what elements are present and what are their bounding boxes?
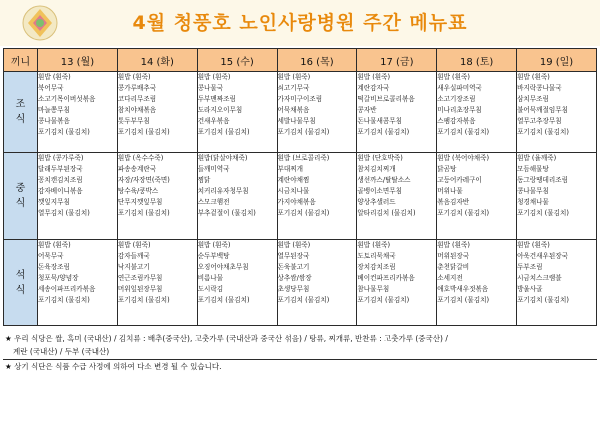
- menu-item: 새우실파미역국: [437, 84, 482, 92]
- note-origin: ★ 우리 식당은 쌀, 흑미 (국내산) / 김치류 : 배추(중국산), 고춧가루 (국내산과 중국산 섞음) / 탕류, 찌개류, 반찬류 : 고춧가루 (중국산) /: [5, 334, 448, 343]
- dinner-13: [38, 240, 118, 326]
- menu-item: 마늘쫑무침: [38, 106, 70, 114]
- menu-item: 흰밥 (흰죽): [117, 241, 151, 249]
- lunch-16: [277, 153, 357, 240]
- menu-item: 열무고추장무침: [517, 117, 562, 125]
- menu-item: 흰밥 (흰죽): [277, 241, 311, 249]
- menu-item: 콩자반: [357, 106, 377, 114]
- menu-item: 들깨미역국: [197, 165, 230, 173]
- day-header-17: 17 (금): [357, 49, 437, 72]
- breakfast-14: [117, 72, 197, 153]
- menu-item: 소세지전: [437, 274, 463, 282]
- day-header-19: 19 (일): [517, 49, 597, 72]
- header-row: [4, 49, 597, 72]
- menu-item: 콩나물국: [197, 84, 224, 92]
- menu-item: 포기김치 (물김치): [437, 296, 490, 304]
- menu-item: 순두부백탕: [197, 252, 230, 260]
- menu-item: 흰밥 (흰죽): [437, 73, 470, 81]
- breakfast-17: [357, 72, 437, 153]
- menu-item: 돈나물새콤무침: [357, 117, 402, 125]
- menu-item: 삼치무조림: [517, 95, 549, 103]
- menu-item: 도토리묵채국: [357, 252, 396, 260]
- dinner-label-char-1: 석: [15, 269, 26, 281]
- lunch-15: [197, 153, 277, 240]
- lunch-14: [117, 153, 197, 240]
- menu-item: 흰밥 (흰죽): [517, 241, 550, 249]
- breakfast-15: [197, 72, 277, 153]
- menu-item: 알타리김치 (물김치): [357, 209, 416, 217]
- menu-item: 머위나물: [437, 187, 463, 195]
- menu-item: 아욱건새우된장국: [517, 252, 569, 260]
- note-change-notice: ★ 상기 식단은 식품 수급 사정에 의하여 다소 변경 될 수 있습니다.: [5, 362, 222, 371]
- menu-item: 흰밥 (북어야채죽): [437, 154, 490, 162]
- dinner-18: [437, 240, 517, 326]
- menu-item: 포기김치 (물김치): [517, 296, 569, 304]
- menu-item: 흰밥 (단호박죽): [357, 154, 403, 162]
- menu-item: 톳두부무침: [117, 117, 150, 125]
- menu-item: 청포묵/양념장: [38, 274, 79, 282]
- menu-item: 동그랑땡데리조림: [517, 176, 569, 184]
- menu-item: 미나리초장무침: [437, 106, 482, 114]
- menu-item: 비름나물: [197, 274, 224, 282]
- menu-item: 건새우볶음: [197, 117, 230, 125]
- menu-item: 단무지깻잎무침: [117, 198, 163, 206]
- menu-item: 포기김치 (물김치): [357, 128, 410, 136]
- menu-item: 모듬해물탕: [517, 165, 549, 173]
- lunch-13: [38, 153, 118, 240]
- menu-item: 계란감자국: [357, 84, 390, 92]
- menu-item: 시금치나물: [277, 187, 310, 195]
- menu-item: 어묵채볶음: [277, 106, 310, 114]
- note-origin-continued: 계란 (국내산) / 두부 (국내산): [13, 347, 110, 356]
- menu-item: 포기김치 (물김치): [117, 209, 170, 217]
- menu-item: 연근조림카무침: [117, 274, 163, 282]
- menu-item: 자장/자장면(죽면): [117, 176, 170, 184]
- menu-item: 흰밥 (흰죽): [437, 241, 470, 249]
- dinner-row: [4, 240, 597, 326]
- menu-item: 포기김치 (물김치): [277, 296, 330, 304]
- title-bar: [0, 0, 600, 46]
- menu-item: 열무된장국: [277, 252, 310, 260]
- notes-section: [3, 332, 597, 384]
- dinner-label-char-2: 식: [15, 284, 26, 296]
- menu-item: 오징어야채초무침: [197, 263, 249, 271]
- meal-column-header: 끼니: [4, 49, 38, 72]
- menu-item: 포기김치 (물김치): [517, 128, 569, 136]
- menu-item: 세발나물무침: [277, 117, 316, 125]
- menu-item: 치커리유자청무침: [197, 187, 249, 195]
- menu-item: 방울사골: [517, 285, 543, 293]
- menu-item: 달래두부된장국: [38, 165, 83, 173]
- menu-item: 탕수육/쿵박스: [117, 187, 159, 195]
- menu-item: 포기김치 (물김치): [277, 128, 330, 136]
- page-title: 4월 청풍호 노인사랑병원 주간 메뉴표: [132, 12, 468, 34]
- lunch-label: [4, 153, 38, 240]
- breakfast-label-char-2: 식: [15, 114, 26, 125]
- menu-item: 흰밥(닭살야채죽): [197, 154, 248, 162]
- menu-item: 포기김치 (물김치): [437, 128, 490, 136]
- menu-item: 열무김치 (물김치): [38, 209, 90, 217]
- menu-item: 돈육장조림: [38, 263, 70, 271]
- day-header-14: 14 (화): [117, 49, 197, 72]
- menu-item: 낙지불고기: [117, 263, 150, 271]
- menu-item: 북어무국: [38, 84, 64, 92]
- breakfast-row: [4, 72, 597, 153]
- menu-item: 흰밥 (흰죽): [38, 73, 71, 81]
- menu-item: 포기김치 (물김치): [517, 209, 569, 217]
- menu-item: 찜닭: [197, 176, 211, 184]
- menu-item: 스팸감자볶음: [437, 117, 476, 125]
- lunch-label-char-1: 중: [15, 183, 26, 194]
- breakfast-19: [517, 72, 597, 153]
- menu-item: 도시락김: [197, 285, 224, 293]
- menu-item: 흰밥 (옥수수죽): [117, 154, 164, 162]
- menu-item: 부추겉절이 (물김치): [197, 209, 256, 217]
- lunch-18: [437, 153, 517, 240]
- menu-item: 콩나물무침: [517, 187, 549, 195]
- menu-item: 참나물무침: [357, 285, 390, 293]
- day-header-16: 16 (목): [277, 49, 357, 72]
- menu-item: 돈육불고기: [277, 263, 310, 271]
- menu-item: 흰밥 (흰죽): [357, 73, 391, 81]
- menu-item: 닭곰탕: [437, 165, 457, 173]
- day-header-15: 15 (수): [197, 49, 277, 72]
- menu-item: 참치야채볶음: [117, 106, 157, 114]
- menu-item: 바지락콩나물국: [517, 84, 562, 92]
- menu-item: 청경채나물: [517, 198, 549, 206]
- menu-item: 소고기목이버섯볶음: [38, 95, 96, 103]
- dinner-15: [197, 240, 277, 326]
- menu-item: 흰밥 (브로콜리죽): [277, 154, 330, 162]
- menu-item: 흰밥 (흰죽): [38, 241, 71, 249]
- menu-item: 볶음김자반: [437, 198, 470, 206]
- menu-item: 소고기장조림: [437, 95, 476, 103]
- breakfast-18: [437, 72, 517, 153]
- menu-item: 계란야채찜: [277, 176, 310, 184]
- menu-item: 포기김치 (물김치): [38, 128, 90, 136]
- breakfast-13: [38, 72, 118, 153]
- lunch-row: [4, 153, 597, 240]
- menu-item: 생선까스/탈탈소스: [357, 176, 411, 184]
- menu-item: 포기김치 (물김치): [197, 296, 250, 304]
- menu-item: 콩가루배추국: [117, 84, 157, 92]
- breakfast-label-char-1: 조: [15, 99, 26, 110]
- menu-item: 두부조림: [517, 263, 543, 271]
- menu-item: 양상추샐러드: [357, 198, 396, 206]
- dinner-14: [117, 240, 197, 326]
- menu-item: 콩나물볶음: [38, 117, 70, 125]
- menu-item: 파송송계란국: [117, 165, 157, 173]
- menu-item: 고등어카레구이: [437, 176, 482, 184]
- menu-item: 가지야채볶음: [277, 198, 316, 206]
- menu-item: 포기김치 (물김치): [197, 128, 250, 136]
- menu-item: 흰밥 (콩가루죽): [38, 154, 84, 162]
- menu-item: 흰밥 (흰죽): [117, 73, 151, 81]
- day-header-13: 13 (월): [38, 49, 118, 72]
- menu-item: 흰밥 (흰죽): [277, 73, 311, 81]
- day-header-18: 18 (토): [437, 49, 517, 72]
- menu-item: 감자베이니볶음: [38, 187, 83, 195]
- menu-item: 불어묵깨절임무침: [517, 106, 569, 114]
- menu-item: 머위된장국: [437, 252, 470, 260]
- menu-item: 초생당무침: [277, 285, 310, 293]
- menu-item: 시금치스크램블: [517, 274, 562, 282]
- menu-item: 부대찌개: [277, 165, 304, 173]
- menu-item: 어묵무국: [38, 252, 64, 260]
- menu-item: 흰밥 (흰죽): [197, 73, 231, 81]
- lunch-17: [357, 153, 437, 240]
- dinner-16: [277, 240, 357, 326]
- menu-item: 포기김치 (물김치): [357, 296, 410, 304]
- breakfast-label: [4, 72, 38, 153]
- menu-item: 포기김치 (물김치): [117, 128, 170, 136]
- dinner-17: [357, 240, 437, 326]
- menu-item: 가자미구이조림: [277, 95, 323, 103]
- menu-item: 춘천닭갈비: [437, 263, 470, 271]
- dinner-19: [517, 240, 597, 326]
- menu-item: 상추쌈/쌈장: [277, 274, 312, 282]
- menu-item: 베이컨파프리카볶음: [357, 274, 415, 282]
- menu-item: 포기김치 (물김치): [277, 209, 330, 217]
- menu-item: 두부맨짜조림: [197, 95, 236, 103]
- menu-item: 세송이파프리카볶음: [38, 285, 96, 293]
- menu-item: 머위잎된장무침: [117, 285, 163, 293]
- menu-item: 도라지오이무침: [197, 106, 243, 114]
- menu-item: 코다리무조림: [117, 95, 157, 103]
- menu-item: 떡갈비브로콜리볶음: [357, 95, 415, 103]
- menu-item: 포기김치 (물김치): [38, 296, 90, 304]
- menu-item: 스모크햄전: [197, 198, 230, 206]
- menu-item: 장치감치조림: [357, 263, 396, 271]
- menu-item: 꽁치캔김치조림: [38, 176, 83, 184]
- menu-item: 감자들깨국: [117, 252, 150, 260]
- menu-item: 포기김치 (물김치): [437, 209, 490, 217]
- menu-item: 깻잎지무침: [38, 198, 70, 206]
- menu-item: 흰밥 (율깨죽): [517, 154, 557, 162]
- lunch-label-char-2: 식: [15, 198, 26, 209]
- breakfast-16: [277, 72, 357, 153]
- menu-item: 흰밥 (흰죽): [197, 241, 231, 249]
- menu-item: 흰밥 (흰죽): [517, 73, 550, 81]
- dinner-label: [4, 240, 38, 326]
- menu-item: 참치김치찌개: [357, 165, 396, 173]
- lunch-19: [517, 153, 597, 240]
- menu-item: 애호박새우젓볶음: [437, 285, 489, 293]
- menu-item: 포기김치 (물김치): [117, 296, 170, 304]
- menu-item: 골뱅이소면무침: [357, 187, 402, 195]
- menu-item: 흰밥 (흰죽): [357, 241, 391, 249]
- weekly-menu-table: [3, 48, 597, 326]
- menu-item: 쇠고기무국: [277, 84, 310, 92]
